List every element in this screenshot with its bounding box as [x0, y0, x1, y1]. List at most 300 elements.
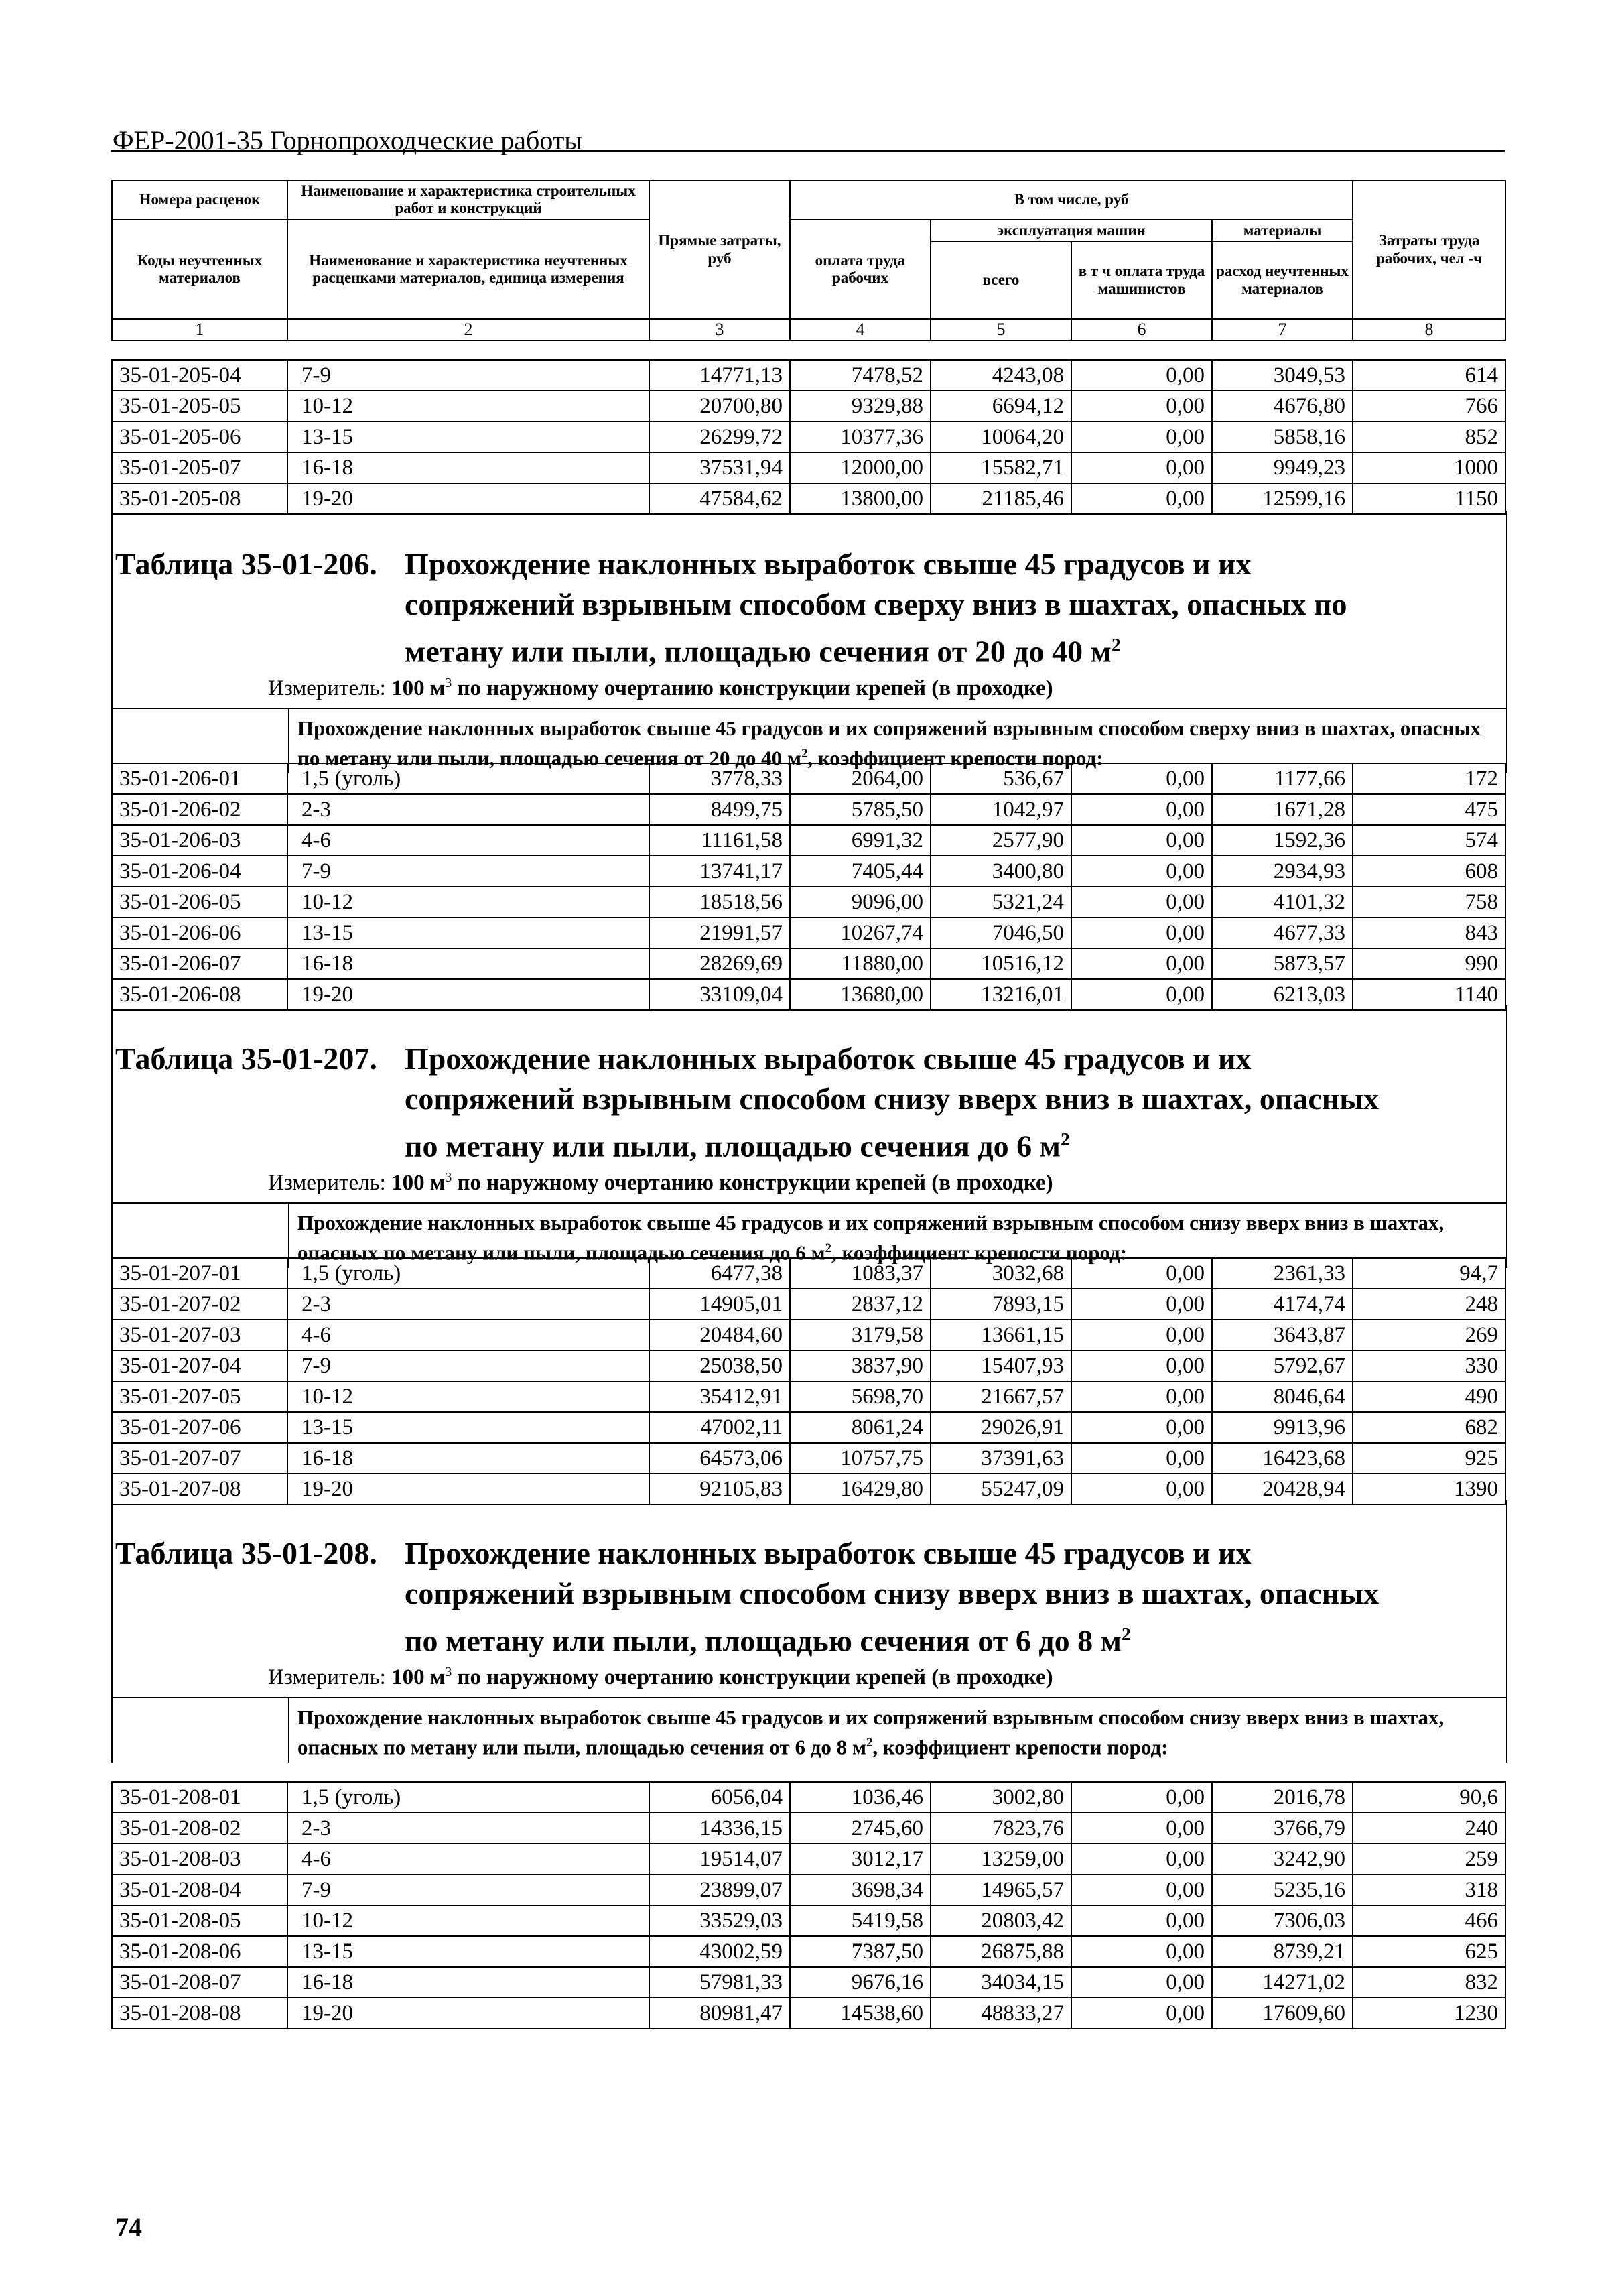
table-row [112, 825, 1505, 856]
value-cell: 475 [1353, 794, 1505, 825]
meter-value: 100 м [391, 1665, 446, 1689]
value-cell: 8046,64 [1212, 1381, 1353, 1412]
value-cell: 0,00 [1071, 360, 1212, 391]
value-cell: 1042,97 [931, 794, 1071, 825]
value-cell: 0,00 [1071, 1443, 1212, 1474]
value-cell: 0,00 [1071, 825, 1212, 856]
value-cell: 11880,00 [790, 948, 931, 979]
table-208-title: Таблица 35-01-208. Прохождение наклонных выработок свыше 45 градусов и их сопряжений взрывным способом снизу вверх вниз в шахтах, опасных по метану или пыли, площадью сечения от 6 до 8 $м^2$ [115, 1533, 1379, 1661]
value-cell: 0,00 [1071, 483, 1212, 514]
value-cell: 3766,79 [1212, 1813, 1353, 1844]
value-cell: 55247,09 [931, 1474, 1071, 1505]
value-cell: 0,00 [1071, 1813, 1212, 1844]
value-cell: 3032,68 [931, 1258, 1071, 1289]
value-cell: 6991,32 [790, 825, 931, 856]
rate-code-cell: 35-01-205-06 [112, 422, 287, 452]
rock-hardness-cell: 4-6 [287, 825, 649, 856]
rock-hardness-cell: 19-20 [287, 483, 649, 514]
rate-code-cell: 35-01-207-05 [112, 1381, 287, 1412]
rate-code-cell: 35-01-207-03 [112, 1320, 287, 1350]
rock-hardness-cell: 13-15 [287, 1936, 649, 1967]
table-row [112, 1782, 1505, 1813]
table-row [112, 917, 1505, 948]
column-header-table [111, 180, 1506, 341]
table-208-meter: Измеритель: 100 $м^3$ по наружному очертанию конструкции крепей (в проходке) [268, 1665, 1053, 1689]
value-cell: 0,00 [1071, 856, 1212, 887]
col-number: 7 [1212, 319, 1353, 340]
value-cell: 608 [1353, 856, 1505, 887]
value-cell: 13259,00 [931, 1844, 1071, 1874]
meter-value: 100 м [391, 1171, 446, 1195]
value-cell: 172 [1353, 763, 1505, 794]
value-cell: 13216,01 [931, 979, 1071, 1010]
value-cell: 29026,91 [931, 1412, 1071, 1443]
rate-code-cell: 35-01-208-06 [112, 1936, 287, 1967]
rock-hardness-cell: 10-12 [287, 1381, 649, 1412]
table-row [112, 422, 1505, 452]
value-cell: 92105,83 [649, 1474, 790, 1505]
rock-hardness-cell: 16-18 [287, 1443, 649, 1474]
table-row [112, 1320, 1505, 1350]
table-row [112, 948, 1505, 979]
value-cell: 4243,08 [931, 360, 1071, 391]
value-cell: 0,00 [1071, 1905, 1212, 1936]
table-row [112, 360, 1505, 391]
value-cell: 5785,50 [790, 794, 931, 825]
table-row [112, 794, 1505, 825]
value-cell: 26875,88 [931, 1936, 1071, 1967]
meter-value: 100 м [391, 676, 446, 700]
header-rule [111, 150, 1505, 152]
value-cell: 0,00 [1071, 1874, 1212, 1905]
table-row [112, 1998, 1505, 2029]
value-cell: 0,00 [1071, 1289, 1212, 1320]
value-cell: 5419,58 [790, 1905, 931, 1936]
rate-code-cell: 35-01-206-03 [112, 825, 287, 856]
rock-hardness-cell: 1,5 (уголь) [287, 763, 649, 794]
value-cell: 0,00 [1071, 917, 1212, 948]
value-cell: 37531,94 [649, 452, 790, 483]
rate-code-cell: 35-01-206-08 [112, 979, 287, 1010]
value-cell: 536,67 [931, 763, 1071, 794]
value-cell: 1592,36 [1212, 825, 1353, 856]
meter-label: Измеритель: [268, 676, 386, 700]
col-in-total: В том числе, руб [790, 180, 1353, 220]
value-cell: 57981,33 [649, 1967, 790, 1998]
value-cell: 3643,87 [1212, 1320, 1353, 1350]
value-cell: 8739,21 [1212, 1936, 1353, 1967]
value-cell: 248 [1353, 1289, 1505, 1320]
value-cell: 5873,57 [1212, 948, 1353, 979]
value-cell: 15582,71 [931, 452, 1071, 483]
table-208-title-line: по метану или пыли, площадью сечения от 6 до 8 м [405, 1623, 1122, 1658]
value-cell: 7478,52 [790, 360, 931, 391]
table-row [112, 856, 1505, 887]
value-cell: 6213,03 [1212, 979, 1353, 1010]
rock-hardness-cell: 10-12 [287, 391, 649, 422]
col-wages: оплата труда рабочих [790, 220, 931, 319]
table-208-description-box [111, 1697, 1507, 1763]
value-cell: 0,00 [1071, 452, 1212, 483]
col-materials: материалы [1212, 220, 1353, 241]
value-cell: 14538,60 [790, 1998, 931, 2029]
rate-code-cell: 35-01-208-02 [112, 1813, 287, 1844]
table-row [112, 1443, 1505, 1474]
table-row [112, 1813, 1505, 1844]
rock-hardness-cell: 2-3 [287, 1813, 649, 1844]
value-cell: 33109,04 [649, 979, 790, 1010]
rate-code-cell: 35-01-208-01 [112, 1782, 287, 1813]
col-code-top: Номера расценок [112, 180, 287, 220]
value-cell: 34034,15 [931, 1967, 1071, 1998]
value-cell: 37391,63 [931, 1443, 1071, 1474]
meter-description: по наружному очертанию конструкции крепей (в проходке) [457, 1665, 1053, 1689]
value-cell: 7823,76 [931, 1813, 1071, 1844]
value-cell: 9676,16 [790, 1967, 931, 1998]
rate-code-cell: 35-01-205-08 [112, 483, 287, 514]
col-direct: Прямые затраты, руб [649, 180, 790, 319]
value-cell: 10377,36 [790, 422, 931, 452]
value-cell: 8499,75 [649, 794, 790, 825]
rock-hardness-cell: 19-20 [287, 979, 649, 1010]
table-207-rows [111, 1257, 1506, 1505]
value-cell: 3778,33 [649, 763, 790, 794]
value-cell: 0,00 [1071, 1320, 1212, 1350]
table-206-description: Прохождение наклонных выработок свыше 45 градусов и их сопряжений взрывным способом сверху вниз в шахтах, опасных по метану или пыли, площадью сечения от 20 до 40 $м^2$, коэффициент крепости пород: [288, 709, 1506, 773]
rate-code-cell: 35-01-208-07 [112, 1967, 287, 1998]
value-cell: 6477,38 [649, 1258, 790, 1289]
value-cell: 330 [1353, 1350, 1505, 1381]
value-cell: 1036,46 [790, 1782, 931, 1813]
value-cell: 47002,11 [649, 1412, 790, 1443]
value-cell: 14336,15 [649, 1813, 790, 1844]
table-206-title: Таблица 35-01-206. Прохождение наклонных выработок свыше 45 градусов и их сопряжений взрывным способом сверху вниз в шахтах, опасных по метану или пыли, площадью сечения от 20 до 40 $м^2$ [115, 544, 1347, 672]
value-cell: 11161,58 [649, 825, 790, 856]
rock-hardness-cell: 16-18 [287, 1967, 649, 1998]
rate-code-cell: 35-01-207-02 [112, 1289, 287, 1320]
value-cell: 10267,74 [790, 917, 931, 948]
col-number: 1 [112, 319, 287, 340]
rock-hardness-cell: 1,5 (уголь) [287, 1782, 649, 1813]
rate-code-cell: 35-01-206-04 [112, 856, 287, 887]
table-row [112, 1258, 1505, 1289]
rate-code-cell: 35-01-207-04 [112, 1350, 287, 1381]
rock-hardness-cell: 7-9 [287, 856, 649, 887]
value-cell: 2064,00 [790, 763, 931, 794]
rock-hardness-cell: 19-20 [287, 1998, 649, 2029]
value-cell: 758 [1353, 887, 1505, 917]
value-cell: 90,6 [1353, 1782, 1505, 1813]
value-cell: 2934,93 [1212, 856, 1353, 887]
value-cell: 1177,66 [1212, 763, 1353, 794]
value-cell: 1230 [1353, 1998, 1505, 2029]
value-cell: 625 [1353, 1936, 1505, 1967]
table-row [112, 1967, 1505, 1998]
rate-code-cell: 35-01-205-07 [112, 452, 287, 483]
value-cell: 766 [1353, 391, 1505, 422]
col-number: 2 [287, 319, 649, 340]
value-cell: 0,00 [1071, 1844, 1212, 1874]
value-cell: 269 [1353, 1320, 1505, 1350]
value-cell: 94,7 [1353, 1258, 1505, 1289]
table-row [112, 1381, 1505, 1412]
value-cell: 18518,56 [649, 887, 790, 917]
value-cell: 12000,00 [790, 452, 931, 483]
value-cell: 35412,91 [649, 1381, 790, 1412]
value-cell: 4677,33 [1212, 917, 1353, 948]
table-row [112, 483, 1505, 514]
value-cell: 0,00 [1071, 391, 1212, 422]
value-cell: 10757,75 [790, 1443, 931, 1474]
col-number: 3 [649, 319, 790, 340]
col-name-bottom: Наименование и характеристика неучтенных расценками материалов, единица измерения [287, 220, 649, 319]
table-207-description: Прохождение наклонных выработок свыше 45 градусов и их сопряжений взрывным способом снизу вверх вниз в шахтах, опасных по метану или пыли, площадью сечения до 6 $м^2$, коэффициент крепости пород: [288, 1204, 1506, 1268]
rock-hardness-cell: 7-9 [287, 1874, 649, 1905]
value-cell: 6056,04 [649, 1782, 790, 1813]
value-cell: 614 [1353, 360, 1505, 391]
rate-code-cell: 35-01-208-05 [112, 1905, 287, 1936]
rate-code-cell: 35-01-208-04 [112, 1874, 287, 1905]
rock-hardness-cell: 16-18 [287, 948, 649, 979]
value-cell: 0,00 [1071, 794, 1212, 825]
meter-description: по наружному очертанию конструкции крепей (в проходке) [457, 676, 1053, 700]
value-cell: 1083,37 [790, 1258, 931, 1289]
rock-hardness-cell: 1,5 (уголь) [287, 1258, 649, 1289]
rock-hardness-cell: 10-12 [287, 1905, 649, 1936]
value-cell: 23899,07 [649, 1874, 790, 1905]
table-208-title-line: сопряжений взрывным способом снизу вверх вниз в шахтах, опасных [405, 1576, 1380, 1610]
value-cell: 925 [1353, 1443, 1505, 1474]
value-cell: 259 [1353, 1844, 1505, 1874]
table-207-meter: Измеритель: 100 $м^3$ по наружному очертанию конструкции крепей (в проходке) [268, 1170, 1053, 1195]
col-code-bottom: Коды неучтенных материалов [112, 220, 287, 319]
value-cell: 3002,80 [931, 1782, 1071, 1813]
value-cell: 10064,20 [931, 422, 1071, 452]
value-cell: 1390 [1353, 1474, 1505, 1505]
rock-hardness-cell: 7-9 [287, 360, 649, 391]
table-208-rows [111, 1781, 1506, 2029]
table-row [112, 1905, 1505, 1936]
value-cell: 0,00 [1071, 1350, 1212, 1381]
meter-description: по наружному очертанию конструкции крепей (в проходке) [457, 1171, 1053, 1195]
table-206-title-line: сопряжений взрывным способом сверху вниз в шахтах, опасных по [405, 587, 1347, 621]
value-cell: 4174,74 [1212, 1289, 1353, 1320]
table-row [112, 1844, 1505, 1874]
value-cell: 26299,72 [649, 422, 790, 452]
value-cell: 9096,00 [790, 887, 931, 917]
rock-hardness-cell: 2-3 [287, 794, 649, 825]
table-row [112, 1874, 1505, 1905]
value-cell: 5698,70 [790, 1381, 931, 1412]
value-cell: 48833,27 [931, 1998, 1071, 2029]
value-cell: 0,00 [1071, 1967, 1212, 1998]
col-number: 8 [1353, 319, 1505, 340]
value-cell: 20428,94 [1212, 1474, 1353, 1505]
rate-code-cell: 35-01-208-03 [112, 1844, 287, 1874]
value-cell: 1140 [1353, 979, 1505, 1010]
table-row [112, 1936, 1505, 1967]
running-header: ФЕР-2001-35 Горнопроходческие работы [113, 125, 583, 155]
value-cell: 240 [1353, 1813, 1505, 1844]
value-cell: 7893,15 [931, 1289, 1071, 1320]
value-cell: 14271,02 [1212, 1967, 1353, 1998]
value-cell: 0,00 [1071, 948, 1212, 979]
value-cell: 7405,44 [790, 856, 931, 887]
value-cell: 12599,16 [1212, 483, 1353, 514]
value-cell: 318 [1353, 1874, 1505, 1905]
value-cell: 2361,33 [1212, 1258, 1353, 1289]
value-cell: 7306,03 [1212, 1905, 1353, 1936]
value-cell: 0,00 [1071, 1936, 1212, 1967]
rate-code-cell: 35-01-206-02 [112, 794, 287, 825]
value-cell: 682 [1353, 1412, 1505, 1443]
col-mach-total: всего [931, 241, 1071, 319]
value-cell: 0,00 [1071, 1381, 1212, 1412]
table-206-title-line: метану или пыли, площадью сечения от 20 до 40 м [405, 634, 1112, 669]
value-cell: 47584,62 [649, 483, 790, 514]
value-cell: 80981,47 [649, 1998, 790, 2029]
value-cell: 490 [1353, 1381, 1505, 1412]
table-207-number: Таблица 35-01-207. [115, 1041, 377, 1076]
table-row [112, 452, 1505, 483]
value-cell: 0,00 [1071, 422, 1212, 452]
value-cell: 14771,13 [649, 360, 790, 391]
value-cell: 6694,12 [931, 391, 1071, 422]
value-cell: 5792,67 [1212, 1350, 1353, 1381]
rock-hardness-cell: 2-3 [287, 1289, 649, 1320]
value-cell: 5321,24 [931, 887, 1071, 917]
col-labor: Затраты труда рабочих, чел -ч [1353, 180, 1505, 319]
value-cell: 28269,69 [649, 948, 790, 979]
value-cell: 466 [1353, 1905, 1505, 1936]
table-206-title-line: Прохождение наклонных выработок свыше 45 градусов и их [405, 547, 1252, 581]
table-row [112, 1412, 1505, 1443]
rock-hardness-cell: 7-9 [287, 1350, 649, 1381]
value-cell: 33529,03 [649, 1905, 790, 1936]
rate-code-cell: 35-01-208-08 [112, 1998, 287, 2029]
page-number: 74 [115, 2212, 142, 2242]
value-cell: 1000 [1353, 452, 1505, 483]
value-cell: 0,00 [1071, 887, 1212, 917]
value-cell: 3242,90 [1212, 1844, 1353, 1874]
rate-code-cell: 35-01-207-01 [112, 1258, 287, 1289]
col-number: 6 [1071, 319, 1212, 340]
value-cell: 990 [1353, 948, 1505, 979]
rate-code-cell: 35-01-206-06 [112, 917, 287, 948]
value-cell: 13680,00 [790, 979, 931, 1010]
table-207-title-line: Прохождение наклонных выработок свыше 45 градусов и их [405, 1041, 1252, 1076]
table-208-number: Таблица 35-01-208. [115, 1536, 377, 1570]
col-machines: эксплуатация машин [931, 220, 1212, 241]
table-207-title-line: сопряжений взрывным способом снизу вверх вниз в шахтах, опасных [405, 1082, 1380, 1116]
table-row [112, 887, 1505, 917]
value-cell: 64573,06 [649, 1443, 790, 1474]
table-205-rows [111, 359, 1506, 515]
value-cell: 4101,32 [1212, 887, 1353, 917]
rock-hardness-cell: 13-15 [287, 422, 649, 452]
rock-hardness-cell: 16-18 [287, 452, 649, 483]
value-cell: 0,00 [1071, 1412, 1212, 1443]
value-cell: 3400,80 [931, 856, 1071, 887]
table-206-number: Таблица 35-01-206. [115, 547, 377, 581]
value-cell: 0,00 [1071, 979, 1212, 1010]
value-cell: 5858,16 [1212, 422, 1353, 452]
rock-hardness-cell: 13-15 [287, 917, 649, 948]
rate-code-cell: 35-01-205-04 [112, 360, 287, 391]
rock-hardness-cell: 4-6 [287, 1844, 649, 1874]
value-cell: 3049,53 [1212, 360, 1353, 391]
col-mach-wages: в т ч оплата труда машинистов [1071, 241, 1212, 319]
table-206-meter: Измеритель: 100 $м^3$ по наружному очертанию конструкции крепей (в проходке) [268, 676, 1053, 700]
rock-hardness-cell: 10-12 [287, 887, 649, 917]
rate-code-cell: 35-01-207-08 [112, 1474, 287, 1505]
value-cell: 574 [1353, 825, 1505, 856]
col-name-top: Наименование и характеристика строительных работ и конструкций [287, 180, 649, 220]
rate-code-cell: 35-01-205-05 [112, 391, 287, 422]
value-cell: 0,00 [1071, 1998, 1212, 2029]
table-207-title-line: по метану или пыли, площадью сечения до 6 м [405, 1129, 1061, 1163]
rate-code-cell: 35-01-207-06 [112, 1412, 287, 1443]
table-207-title: Таблица 35-01-207. Прохождение наклонных выработок свыше 45 градусов и их сопряжений взрывным способом снизу вверх вниз в шахтах, опасных по метану или пыли, площадью сечения до 6 $м^2$ [115, 1039, 1379, 1166]
value-cell: 16423,68 [1212, 1443, 1353, 1474]
value-cell: 7387,50 [790, 1936, 931, 1967]
value-cell: 2577,90 [931, 825, 1071, 856]
value-cell: 15407,93 [931, 1350, 1071, 1381]
table-row [112, 763, 1505, 794]
value-cell: 2016,78 [1212, 1782, 1353, 1813]
rock-hardness-cell: 4-6 [287, 1320, 649, 1350]
value-cell: 9949,23 [1212, 452, 1353, 483]
rate-code-cell: 35-01-206-01 [112, 763, 287, 794]
table-row [112, 1289, 1505, 1320]
value-cell: 20484,60 [649, 1320, 790, 1350]
value-cell: 3698,34 [790, 1874, 931, 1905]
value-cell: 14905,01 [649, 1289, 790, 1320]
value-cell: 1150 [1353, 483, 1505, 514]
value-cell: 10516,12 [931, 948, 1071, 979]
meter-label: Измеритель: [268, 1665, 386, 1689]
value-cell: 21991,57 [649, 917, 790, 948]
value-cell: 13800,00 [790, 483, 931, 514]
value-cell: 3179,58 [790, 1320, 931, 1350]
value-cell: 843 [1353, 917, 1505, 948]
value-cell: 3012,17 [790, 1844, 931, 1874]
value-cell: 20700,80 [649, 391, 790, 422]
value-cell: 8061,24 [790, 1412, 931, 1443]
value-cell: 832 [1353, 1967, 1505, 1998]
col-number: 5 [931, 319, 1071, 340]
rate-code-cell: 35-01-207-07 [112, 1443, 287, 1474]
meter-label: Измеритель: [268, 1171, 386, 1195]
value-cell: 7046,50 [931, 917, 1071, 948]
value-cell: 9913,96 [1212, 1412, 1353, 1443]
rate-code-cell: 35-01-206-07 [112, 948, 287, 979]
value-cell: 2745,60 [790, 1813, 931, 1844]
value-cell: 14965,57 [931, 1874, 1071, 1905]
col-number: 4 [790, 319, 931, 340]
value-cell: 17609,60 [1212, 1998, 1353, 2029]
value-cell: 43002,59 [649, 1936, 790, 1967]
value-cell: 2837,12 [790, 1289, 931, 1320]
value-cell: 13661,15 [931, 1320, 1071, 1350]
table-row [112, 391, 1505, 422]
table-row [112, 1350, 1505, 1381]
value-cell: 21185,46 [931, 483, 1071, 514]
col-mat-sub: расход неучтенных материалов [1212, 241, 1353, 319]
value-cell: 0,00 [1071, 763, 1212, 794]
value-cell: 25038,50 [649, 1350, 790, 1381]
value-cell: 9329,88 [790, 391, 931, 422]
